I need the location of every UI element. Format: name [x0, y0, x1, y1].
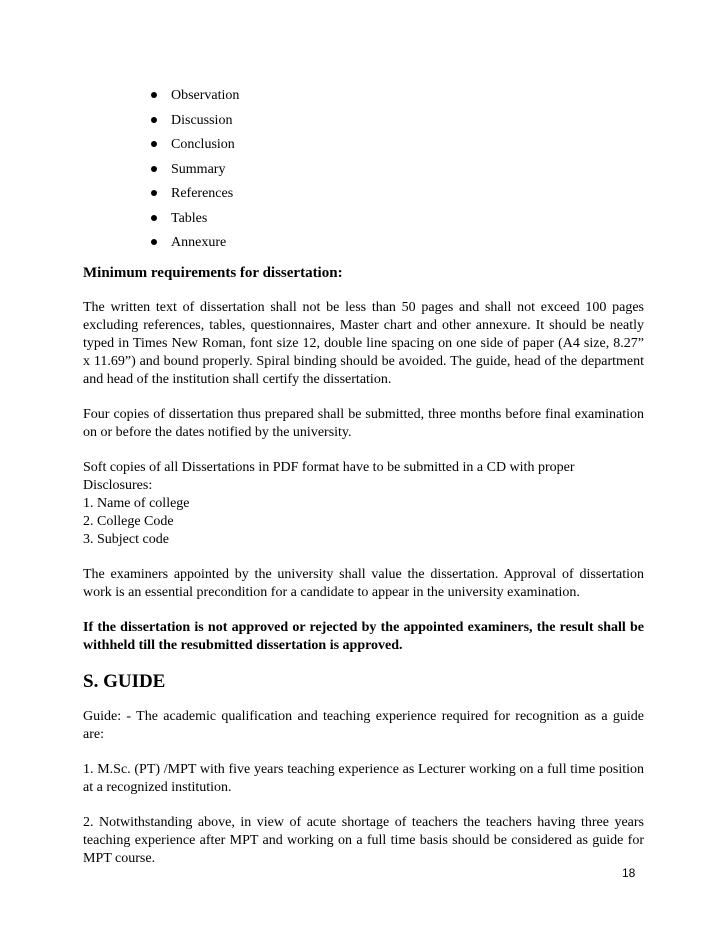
bullet-item-conclusion: Conclusion: [150, 134, 239, 159]
min-requirements-heading: Minimum requirements for dissertation:: [83, 265, 343, 281]
soft-copies-paragraph: [83, 459, 644, 549]
soft-copies-text: Soft copies of all Dissertations in PDF format have to be submitted in a CD with proper Disclosures:: [83, 460, 575, 493]
bullet-item-annexure: Annexure: [150, 232, 239, 257]
guide-point-2: 2. Notwithstanding above, in view of acute shortage of teachers the teachers having three years teaching experience after MPT and working on a full time basis should be considered as guide for MPT course.: [83, 815, 644, 866]
bullet-item-summary: Summary: [150, 159, 239, 184]
document-body: [83, 264, 644, 885]
bullet-item-observation: Observation: [150, 85, 239, 110]
section-bullet-list: [150, 85, 239, 257]
min-requirements-paragraph-2: Four copies of dissertation thus prepared shall be submitted, three months before final examination on or before the dates notified by the university.: [83, 407, 644, 440]
bullet-item-references: References: [150, 183, 239, 208]
disclosure-item-2: 2. College Code: [83, 514, 174, 529]
examiners-paragraph: The examiners appointed by the university shall value the dissertation. Approval of dissertation work is an essential precondition for a candidate to appear in the university examination.: [83, 567, 644, 600]
guide-section-heading: S. GUIDE: [83, 671, 166, 692]
disclosure-item-3: 3. Subject code: [83, 532, 169, 547]
disclosure-item-1: 1. Name of college: [83, 496, 190, 511]
guide-intro-paragraph: Guide: - The academic qualification and teaching experience required for recognition as a guide are:: [83, 709, 644, 742]
min-requirements-paragraph-1: The written text of dissertation shall not be less than 50 pages and shall not exceed 100 pages excluding references, tables, questionnaires, Master chart and other annexure. It should be neatly typed in Times New Roman, font size 12, double line spacing on one side of paper (A4 size, 8.27” x 11.69”) and bound properly. Spiral binding should be avoided. The guide, head of the department and head of the institution shall certify the dissertation.: [83, 300, 644, 387]
bullet-item-tables: Tables: [150, 208, 239, 233]
page-number: 18: [622, 866, 636, 880]
bullet-item-discussion: Discussion: [150, 110, 239, 135]
rejection-notice: If the dissertation is not approved or rejected by the appointed examiners, the result shall be withheld till the resubmitted dissertation is approved.: [83, 620, 644, 653]
guide-point-1: 1. M.Sc. (PT) /MPT with five years teaching experience as Lecturer working on a full time position at a recognized institution.: [83, 762, 644, 795]
